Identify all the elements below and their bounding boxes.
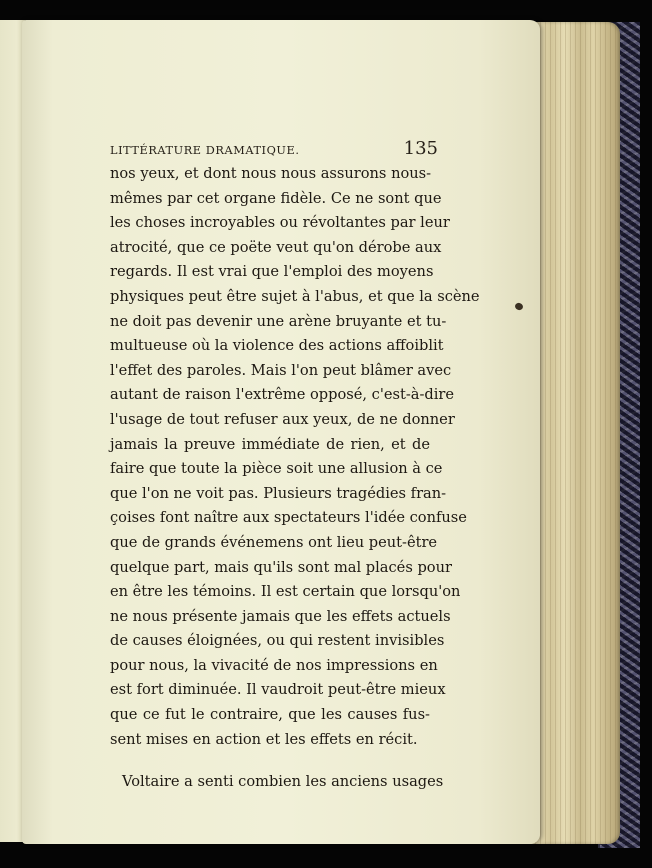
- text-line: mêmes par cet organe fidèle. Ce ne sont que: [110, 189, 442, 207]
- text-line: que de grands événemens ont lieu peut-être: [110, 533, 438, 551]
- text-line: çoises font naître aux spectateurs l'idée confuse: [110, 509, 467, 527]
- text-line: nos yeux, et dont nous nous assurons nous-: [110, 165, 432, 182]
- text-line: l'effet des paroles. Mais l'on peut blâmer avec: [110, 361, 452, 379]
- text-line: ne doit pas devenir une arène bruyante et tu-: [110, 312, 447, 330]
- text-line: ne nous présente jamais que les effets actuels: [110, 607, 451, 625]
- paragraph-2: [110, 770, 444, 795]
- text-line: que l'on ne voit pas. Plusieurs tragédies fran-: [110, 484, 447, 502]
- text-line: que ce fut le contraire, que les causes fus-: [110, 706, 430, 724]
- text-line: Voltaire a senti combien les anciens usages: [122, 773, 444, 791]
- text-line: atrocité, que ce poëte veut qu'on dérobe aux: [110, 238, 442, 256]
- text-line: est fort diminuée. Il vaudroit peut-être mieux: [110, 681, 446, 699]
- text-line: multueuse où la violence des actions affoiblit: [110, 337, 444, 355]
- running-title: LITTÉRATURE DRAMATIQUE.: [110, 143, 300, 157]
- paragraph-1: [110, 162, 480, 752]
- text-line: faire que toute la pièce soit une allusion à ce: [110, 460, 443, 478]
- text-line: quelque part, mais qu'ils sont mal placés pour: [110, 558, 452, 576]
- text-line: autant de raison l'extrême opposé, c'est-à-dire: [110, 386, 455, 404]
- running-head: [110, 138, 438, 162]
- text-line: l'usage de tout refuser aux yeux, de ne donner: [110, 410, 455, 428]
- text-line: sent mises en action et les effets en récit.: [110, 730, 418, 748]
- text-line: regards. Il est vrai que l'emploi des moyens: [110, 263, 434, 281]
- text-line: pour nous, la vivacité de nos impressions en: [110, 656, 438, 674]
- page-number: 135: [403, 138, 438, 159]
- text-line: les choses incroyables ou révoltantes par leur: [110, 214, 450, 232]
- paragraph-gap: [110, 752, 430, 770]
- body-text: [110, 162, 480, 795]
- text-line: de causes éloignées, ou qui restent invisibles: [110, 632, 445, 650]
- ink-speck: [514, 302, 524, 311]
- right-page: [22, 20, 540, 844]
- text-line: en être les témoins. Il est certain que lorsqu'on: [110, 583, 461, 601]
- text-line: jamais la preuve immédiate de rien, et de: [110, 435, 430, 453]
- page-content: [110, 138, 480, 795]
- text-line: physiques peut être sujet à l'abus, et que la scène: [110, 287, 480, 305]
